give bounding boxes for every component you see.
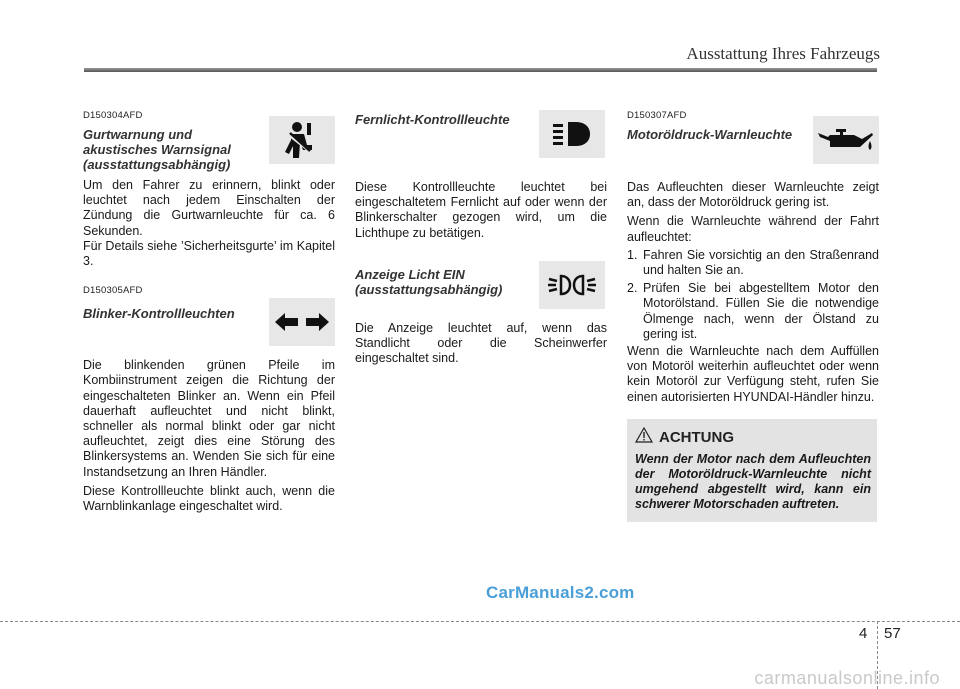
turn-section-head [83,300,335,346]
column-left [83,110,335,514]
page-header-title: Ausstattung Ihres Fahrzeugs [686,44,880,63]
paragraph: Um den Fahrer zu erinnern, blinkt oder leuchtet nach jedem Einschalten der Zündung die Gurtwarnleuchte für ca. 6 Sekunden. [83,178,335,238]
caution-title: ACHTUNG [659,428,734,446]
page-number: 57 [884,625,901,642]
footer-rule [0,621,960,622]
caution-text: Wenn der Motor nach dem Aufleuchten der Motoröldruck-Warnleuchte nicht umgehend abgestellt wird, kann ein schwerer Motorschaden auftreten. [635,451,871,511]
list-item [627,248,879,278]
seatbelt-section-title: Gurtwarnung und akustisches Warnsignal (ausstattungsabhängig) [83,127,231,172]
turn-signal-arrows-icon [269,298,335,346]
list-item-number: 2. [627,281,638,296]
paragraph: Diese Kontrollleuchte blinkt auch, wenn die Warnblinkanlage eingeschaltet wird. [83,483,335,514]
warning-triangle-icon [635,427,653,448]
paragraph: Für Details siehe ’Sicherheitsgurte’ im Kapitel 3. [83,238,335,269]
paragraph: Diese Kontrollleuchte leuchtet bei eingeschaltetem Fernlicht auf oder wenn der Blinkerschalter gezogen wird, um die Lichthupe zu betätigen. [355,180,607,240]
list-item-text: Fahren Sie vorsichtig an den Straßenrand und halten Sie an. [643,247,879,278]
column-right [627,110,879,522]
header-rule [84,68,877,72]
paragraph: Die Anzeige leuchtet auf, wenn das Standlicht oder die Scheinwerfer eingeschaltet sind. [355,320,607,366]
section-code: D150305AFD [83,285,143,297]
watermark-text: CarManuals2.com [486,583,635,602]
list-item-text: Prüfen Sie bei abgestelltem Motor den Motorölstand. Füllen Sie die notwendige Ölmenge nach, wenn der Ölstand zu gering ist. [643,281,879,341]
list-item-number: 1. [627,247,638,262]
caution-box [627,419,877,522]
turn-section-title: Blinker-Kontrollleuchten [83,306,235,322]
oil-section-head [627,125,879,164]
seatbelt-warning-icon [269,116,335,164]
column-middle [355,110,607,366]
chapter-number: 4 [859,625,868,642]
high-beam-icon [539,110,605,158]
oil-section-title: Motoröldruck-Warnleuchte [627,127,793,142]
highbeam-section-title: Fernlicht-Kontrollleuchte [355,112,510,127]
section-code: D150304AFD [83,110,143,121]
site-watermark: carmanualsonline.info [754,668,940,688]
paragraph: Das Aufleuchten dieser Warnleuchte zeigt an, dass der Motoröldruck gering ist. [627,180,879,210]
paragraph: Wenn die Warnleuchte nach dem Auffüllen von Motoröl weiterhin aufleuchtet oder wenn kein Motoröl zur Verfügung steht, rufen Sie einen autorisierten HYUNDAI-Händler hinzu. [627,344,879,404]
lighton-section-title: Anzeige Licht EIN (ausstattungsabhängig) [355,266,503,297]
oil-can-icon [813,116,879,164]
list-item [627,281,879,342]
steps-list [627,248,879,342]
highbeam-section-head [355,110,607,158]
paragraph: Die blinkenden grünen Pfeile im Kombiinstrument zeigen die Richtung der eingeschalteten Blinker an. Wenn ein Pfeil dauerhaft aufleuchtet und nicht blinkt, schneller als normal blinkt oder gar nicht aufleuchtet, zeigt dies eine Störung des Blinkersystems an. Wenden Sie sich für eine Instandsetzung an Ihren Händler. [83,358,335,479]
section-code: D150307AFD [627,110,687,121]
seatbelt-section-head [83,125,335,172]
caution-header [635,427,871,448]
paragraph: Wenn die Warnleuchte während der Fahrt aufleuchtet: [627,214,879,244]
parking-light-icon [539,261,605,309]
lighton-section-head [355,261,607,309]
